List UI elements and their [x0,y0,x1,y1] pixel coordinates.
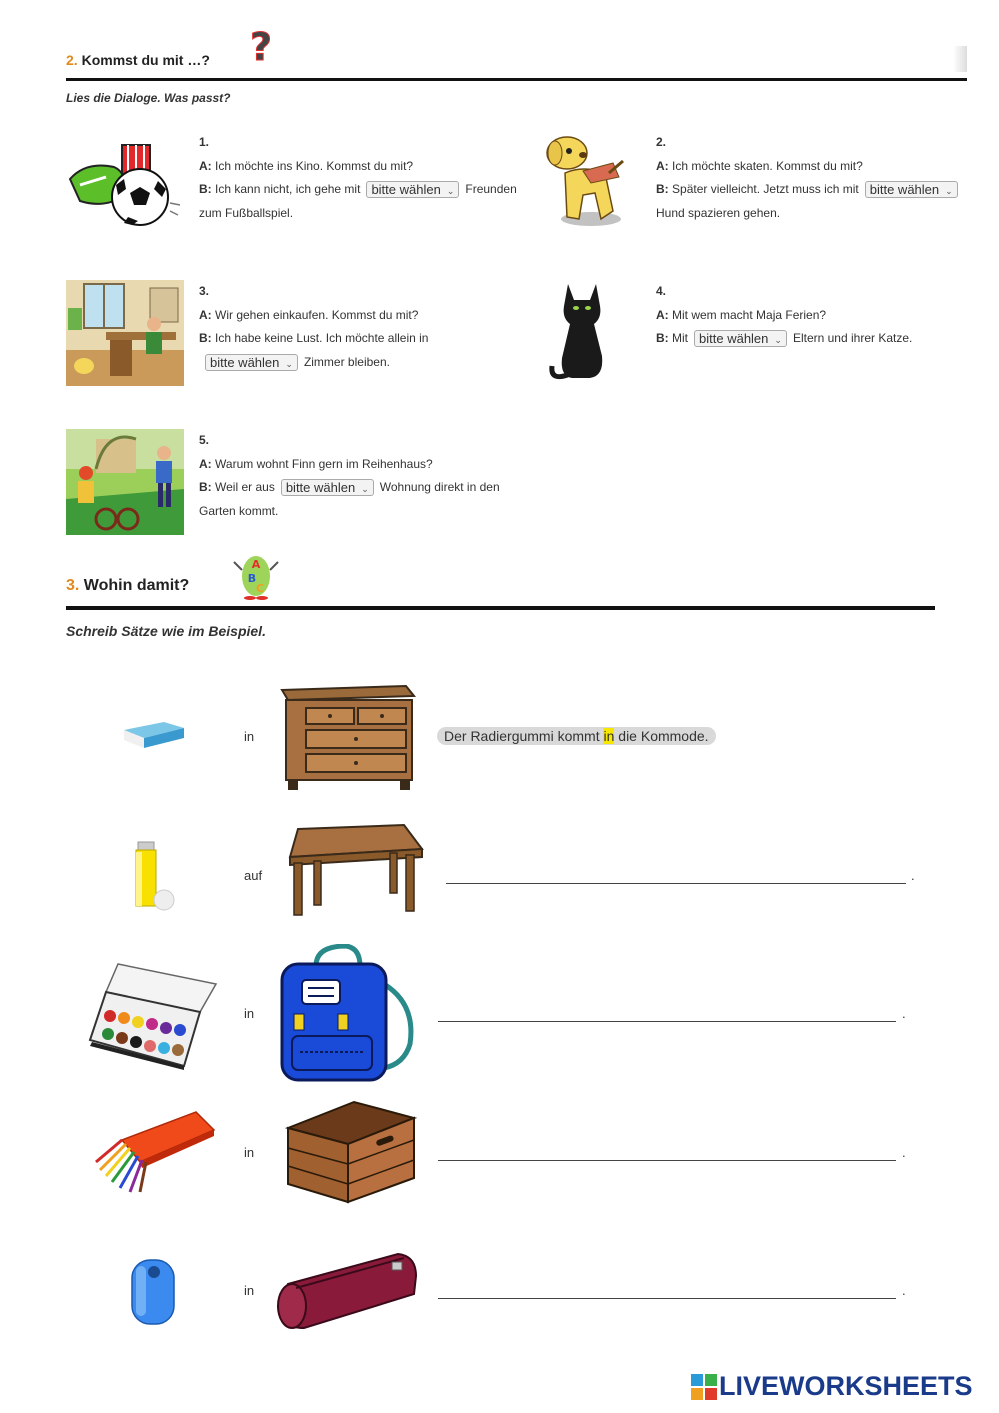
dialog-4-number: 4. [656,284,667,298]
dialog-1-number: 1. [199,135,210,149]
dialog-2-b-pre: Später vielleicht. Jetzt muss ich mit [672,182,859,196]
row-4-preposition: in [244,1145,255,1160]
section2-heading [66,52,210,68]
glue-stick-picture [132,838,176,912]
dialog-1-b-post: Freunden [465,182,517,196]
example-answer-pre: Der Radiergummi kommt [444,728,604,744]
chevron-down-icon: ⌄ [446,186,455,197]
dialog-4 [656,280,976,351]
section2-title: Kommst du mit …? [81,52,210,68]
dialog-2-a-text: Ich möchte skaten. Kommst du mit? [672,158,863,173]
dialog-3-select[interactable] [205,354,298,371]
dialog-5 [199,429,529,523]
table-picture [286,823,426,919]
dialog-4-b-post: Eltern und ihrer Katze. [792,331,913,345]
liveworksheets-brand[interactable]: LIVEWORKSHEETS [719,1371,973,1401]
dresser-picture [276,684,418,792]
dialog-5-a-text: Warum wohnt Finn gern im Reihenhaus? [215,456,433,471]
dialog-3 [199,280,529,374]
row-4-end: . [902,1145,906,1160]
example-answer-highlight: in [603,728,615,744]
paint-box-picture [88,962,218,1070]
dialog-1-a-label: A: [199,158,212,173]
dialog-2-select[interactable] [865,181,958,198]
row-3-end: . [902,1006,906,1021]
svg-text:B: B [247,572,257,585]
section3-title: Wohin damit? [83,577,190,594]
chevron-down-icon: ⌄ [361,484,369,495]
answer-line-2[interactable] [446,883,906,884]
row-1-preposition: in [244,729,255,744]
liveworksheets-logo-icon [690,1373,718,1401]
section2-number: 2. [66,52,78,68]
dialog-4-b-label: B: [656,331,669,345]
dialog-5-select-value: bitte wählen [285,480,356,496]
dialog-3-a-label: A: [199,307,212,322]
colored-pencils-picture [92,1110,218,1194]
dialog-2-b-cont: Hund spazieren gehen. [656,205,781,220]
dialog-5-a-label: A: [199,456,212,471]
dialog-4-a-label: A: [656,307,669,322]
chevron-down-icon: ⌄ [774,335,782,346]
row-5-end: . [902,1283,906,1298]
dialog-1-b-label: B: [199,182,212,196]
dialog-3-select-value: bitte wählen [210,354,280,370]
dialog-3-number: 3. [199,284,210,298]
dog-picture [543,133,629,229]
example-answer-post: die Kommode. [614,728,709,744]
dialog-3-b-pre: Ich habe keine Lust. Ich möchte allein in [215,331,429,345]
cat-picture [546,278,620,386]
dialog-2-number: 2. [656,135,667,149]
svg-text:C: C [255,582,265,595]
answer-line-3[interactable] [438,1021,896,1022]
chevron-down-icon: ⌄ [285,358,293,369]
sharpener-picture [128,1256,178,1328]
dialog-3-a-text: Wir gehen einkaufen. Kommst du mit? [215,307,419,322]
eraser-picture [120,718,188,752]
dialog-5-b-pre: Weil er aus [215,480,275,494]
chevron-down-icon: ⌄ [945,186,953,197]
question-mark-icon [246,26,276,68]
dialog-1-a-text: Ich möchte ins Kino. Kommst du mit? [215,158,414,173]
dialog-1-select[interactable] [366,181,459,198]
crate-picture [284,1098,418,1206]
dialog-1 [199,131,539,225]
section3-number: 3. [66,577,80,594]
dialog-2 [656,131,976,225]
dialog-5-b-post: Wohnung direkt in den [379,480,500,494]
row-5-preposition: in [244,1283,255,1298]
dialog-1-b-pre: Ich kann nicht, ich gehe mit [215,182,361,196]
garden-picture [66,429,184,535]
row-3-preposition: in [244,1006,255,1021]
dialog-2-b-label: B: [656,182,669,196]
dialog-1-b-cont: zum Fußballspiel. [199,205,294,220]
example-answer [437,727,716,745]
dialog-4-b-pre: Mit [672,331,689,345]
dialog-4-select[interactable] [694,330,787,347]
section3-heading [66,577,189,595]
svg-text:A: A [251,558,261,571]
corner-shadow [953,46,967,72]
abc-mascot-icon [232,550,280,600]
svg-text:?: ? [249,26,273,68]
room-picture [66,280,184,386]
row-2-preposition: auf [244,868,263,883]
dialog-3-b-label: B: [199,331,212,345]
pencil-case-picture [274,1250,420,1332]
dialog-4-select-value: bitte wählen [699,331,769,347]
backpack-picture [276,944,418,1084]
row-2-end: . [911,868,915,883]
section2-rule [66,78,967,81]
dialog-2-select-value: bitte wählen [869,182,940,198]
dialog-5-b-label: B: [199,480,212,494]
dialog-5-number: 5. [199,433,210,447]
football-picture [66,137,184,227]
section3-instruction: Schreib Sätze wie im Beispiel. [66,623,266,639]
answer-line-4[interactable] [438,1160,896,1161]
section3-rule [66,606,935,610]
dialog-1-select-value: bitte wählen [371,182,441,198]
dialog-5-select[interactable] [281,479,374,496]
dialog-2-a-label: A: [656,158,669,173]
dialog-3-b-post: Zimmer bleiben. [303,354,390,369]
dialog-4-a-text: Mit wem macht Maja Ferien? [672,307,827,322]
answer-line-5[interactable] [438,1298,896,1299]
section2-instruction: Lies die Dialoge. Was passt? [66,91,231,105]
dialog-5-b-cont: Garten kommt. [199,503,279,518]
